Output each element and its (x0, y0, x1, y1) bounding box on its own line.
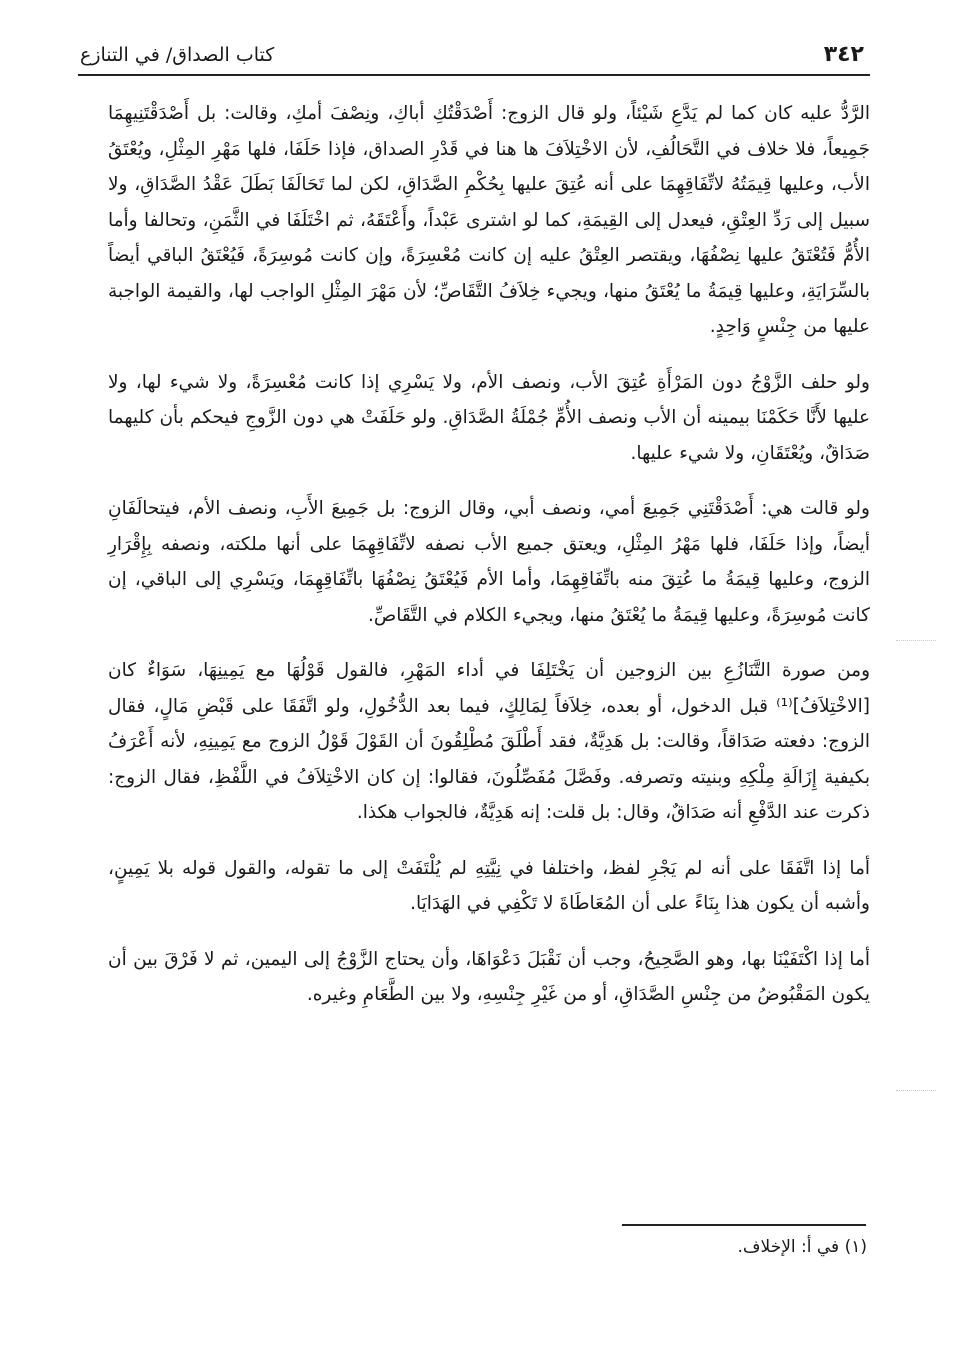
main-text (108, 96, 870, 1033)
scan-artifact (896, 640, 936, 641)
paragraph: ولو حلف الزَّوْجُ دون المَرْأَةِ عُتِقَ الأب، ونصف الأم، ولا يَسْرِي إذا كانت مُعْسِرَةً، ولا شيء لها، ولا عليها لأَنَّا حَكَمْنَا بيمينه أن الأب ونصف الأُمِّ جُمْلَةُ الصَّدَاقِ. ولو حَلَفَتْ هي دون الزَّوجِ فيحكم بأن كليهما صَدَاقٌ، ويُعْتَقَانِ، ولا شيء عليها. (108, 371, 870, 464)
running-title: كتاب الصداق/ في التنازع (80, 44, 275, 66)
paragraph: الرَّدُّ عليه كان كما لم يَدَّعِ شَيْئاً، ولو قال الزوج: أَصْدَقْتُكِ أباكِ، ونِصْفَ أمكِ، وقالت: بل أَصْدَقْتَنِيهِمَا جَمِيعاً، فلا خلاف في التَّحَالُفِ، لأن الاخْتِلاَفَ ها هنا في قَدْرِ الصداق، فإذا حَلَفَا، فلها مَهْرِ المِثْلِ، ويُعْتَقُ الأب، وعليها قِيمَتُهُ لاتِّفَاقِهِمَا على أنه عُتِقَ عليها بِحُكْمِ الصَّدَاقِ، لكن لما تَحَالَفَا بَطَلَ عَقْدُ الصَّدَاقِ، ولا سبيل إلى رَدِّ العِتْقِ، فيعدل إلى القِيمَةِ، كما لو اشترى عَبْداً، وأَعْتَقَهُ، ثم اخْتَلَفَا في الثَّمَنِ، وتحالفا وأما الأُمُّ فَتُعْتَقُ عليها نِصْفُهَا، ويقتصر العِتْقُ عليه إن كانت مُعْسِرَةً، وإن كانت مُوسِرَةً، فَيُعْتَقُ الباقي أيضاً بالسِّرَايَةِ، وعليها قِيمَةُ ما يُعْتَقُ منها، ويجيء خِلاَفُ التَّقَاصِّ؛ لأن مَهْرَ المِثْلِ الواجب لها، والقيمة الواجبة عليها من جِنْسٍ وَاحِدٍ. (108, 103, 870, 337)
paragraph: أما إذا اتَّفَقَا على أنه لم يَجْرِ لفظ، واختلفا في نِيَّتِهِ لم يُلْتَفَتْ إلى ما تقوله، والقول قوله بلا يَمِينٍ، وأشبه أن يكون هذا بِنَاءً على أن المُعَاطَاةَ لا تَكْفِي في الهَدَايَا. (108, 857, 870, 914)
paragraph: ومن صورة التَّنَازُعِ بين الزوجين أن يَخْتَلِفَا في أداء المَهْرِ، فالقول قَوْلُهَا مع يَمِينِهَا، سَوَاءٌ كان [الاخْتِلاَفُ]⁽¹⁾ قبل الدخول، أو بعده، خِلاَفاً لِمَالِكٍ، فيما بعد الدُّخُولِ، ولو اتَّفَقَا على قَبْضِ مَالٍ، فقال الزوج: دفعته صَدَاقاً، وقالت: بل هَدِيَّةٌ، فقد أَطْلَقَ مُطْلِقُونَ أن القَوْلَ قَوْلُ الزوج مع يَمِينِهِ، لأنه أَعْرَفُ بكيفية إِزَالَةِ مِلْكِهِ وبنيته وتصرفه. وفَصَّلَ مُفَصِّلُونَ، فقالوا: إن كان الاخْتِلاَفُ في اللَّفْظِ، فقال الزوج: ذكرت عند الدَّفْعِ أنه صَدَاقٌ، وقال: بل قلت: إنه هَدِيَّةٌ، فالجواب هكذا. (108, 660, 870, 823)
page-header (78, 40, 870, 76)
scan-artifact (896, 1090, 936, 1091)
footnote: (١) في أ: الإخلاف. (737, 1237, 867, 1257)
page-number: ٣٤٢ (823, 42, 864, 67)
paragraph: أما إذا اكْتَفَيْنَا بها، وهو الصَّحِيحُ، وجب أن نَقْبَلَ دَعْوَاهَا، وأن يحتاج الزَّوْجُ إلى اليمين، ثم لا فَرْقَ بين أن يكون المَقْبُوضُ من جِنْسِ الصَّدَاقِ، أو من غَيْرِ جِنْسِهِ، ولا بين الطَّعَامِ وغيره. (108, 948, 870, 1005)
footnote-separator (622, 1224, 866, 1226)
paragraph: ولو قالت هي: أَصْدَقْتَنِي جَمِيعَ أمي، ونصف أبي، وقال الزوج: بل جَمِيعَ الأَبِ، ونصف الأم، فيتحالَفَانِ أيضاً، وإذا حَلَفَا، فلها مَهْرُ المِثْلِ، ويعتق جميع الأب نصفه لاتِّفَاقِهِمَا على أنها ملكته، ونصفه بِإِقْرَارِ الزوج، وعليها قِيمَةُ ما عُتِقَ منه باتِّفَاقِهِمَا، وأما الأم فَيُعْتَقُ نِصْفُهَا باتِّفَاقِهِمَا، ويَسْرِي إلى الباقي، إن كانت مُوسِرَةً، وعليها قِيمَةُ ما يُعْتَقُ منها، ويجيء الكلام في التَّقَاصِّ. (108, 498, 870, 626)
